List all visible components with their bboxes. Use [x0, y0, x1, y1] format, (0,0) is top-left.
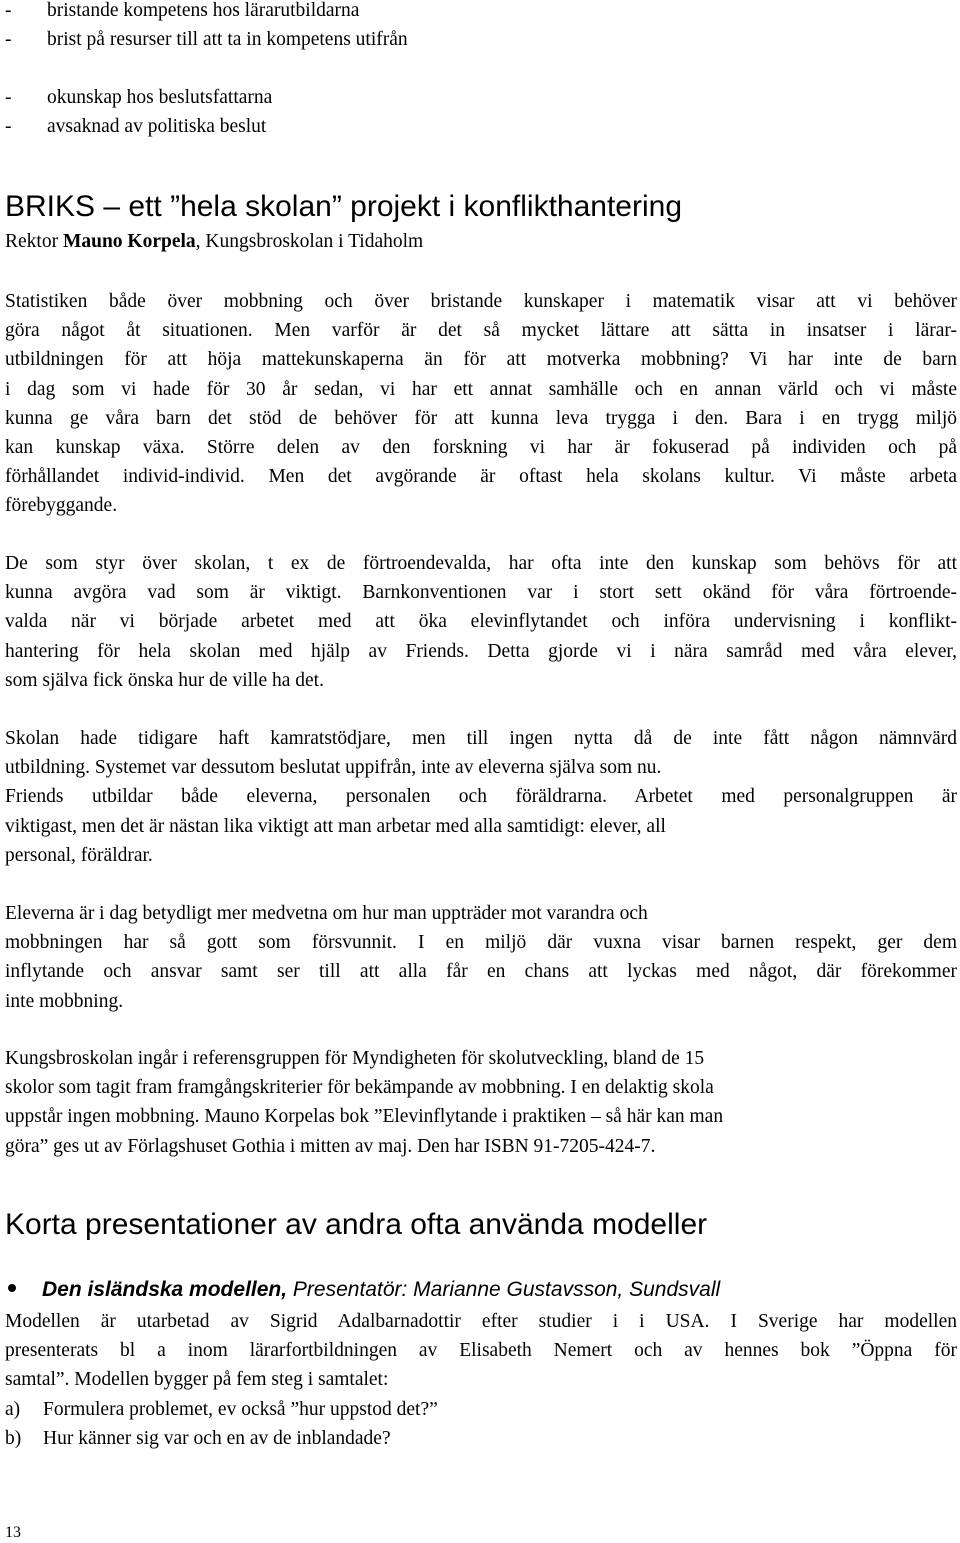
step-text: Formulera problemet, ev också ”hur uppstod det?”: [43, 1398, 438, 1420]
list-item-text: brist på resurser till att ta in kompetens utifrån: [47, 29, 408, 50]
text-line: Statistiken både över mobbning och över bristande kunskaper i matematik visar att vi behöver: [5, 291, 957, 312]
text-line: hantering för hela skolan med hjälp av Friends. Detta gjorde vi i nära samråd med våra elever,: [5, 640, 957, 662]
text-line: viktigast, men det är nästan lika viktigt att man arbetar med alla samtidigt: elever, all: [5, 815, 666, 837]
dash-marker: -: [5, 0, 12, 21]
text-line: mobbningen har så gott som försvunnit. I en miljö där vuxna visar barnen respekt, ger dem: [5, 932, 957, 954]
text-line: kan kunskap växa. Större delen av den forskning vi har är fokuserad på individen och på: [5, 437, 957, 459]
text-line: Kungsbroskolan ingår i referensgruppen för Myndigheten för skolutveckling, bland de 15: [5, 1048, 705, 1069]
text-line: förhållandet individ-individ. Men det avgörande är oftast hela skolans kultur. Vi måste arbeta: [5, 466, 957, 488]
text-line: samtal”. Modellen bygger på fem steg i samtalet:: [5, 1369, 389, 1391]
byline: [5, 231, 423, 253]
text-line: valda när vi började arbetet med att öka elevinflytandet och införa undervisning i konflikt-: [5, 611, 957, 633]
text-line: De som styr över skolan, t ex de förtroendevalda, har ofta inte den kunskap som behövs för att: [5, 553, 957, 574]
text-line: Modellen är utarbetad av Sigrid Adalbarnadottir efter studier i i USA. I Sverige har modellen: [5, 1311, 957, 1332]
text-line: Eleverna är i dag betydligt mer medvetna om hur man uppträder mot varandra och: [5, 903, 648, 924]
paragraph-5: [5, 1044, 957, 1161]
section-heading-briks: BRIKS – ett ”hela skolan” projekt i konflikthantering: [5, 190, 683, 223]
paragraph-3: [5, 724, 957, 870]
list-item: [5, 1395, 957, 1424]
dash-marker: -: [5, 29, 12, 50]
text-line: inflytande och ansvar samt ser till att alla får en chans att lyckas med något, där förekommer: [5, 961, 957, 983]
step-text: Hur känner sig var och en av de inblandade?: [43, 1427, 391, 1449]
model-name: Den isländska modellen,: [42, 1278, 288, 1301]
step-label: a): [5, 1398, 21, 1420]
list-item: [5, 29, 408, 51]
page-number: 13: [5, 1524, 21, 1541]
list-item-text: okunskap hos beslutsfattarna: [47, 87, 273, 108]
list-item: [5, 116, 266, 138]
dash-marker: -: [5, 116, 12, 137]
model-presenter: Presentatör: Marianne Gustavsson, Sundsvall: [287, 1278, 721, 1301]
dash-marker: -: [5, 87, 12, 108]
text-line: göra” ges ut av Förlagshuset Gothia i mitten av maj. Den har ISBN 91-7205-424-7.: [5, 1135, 656, 1157]
text-line: kunna ge våra barn det stöd de behöver för att kunna leva trygga i den. Bara i en trygg miljö: [5, 407, 957, 429]
paragraph-2: [5, 549, 957, 695]
text-line: kunna avgöra vad som är viktigt. Barnkonventionen var i stort sett okänd för våra förtroende-: [5, 582, 957, 604]
text-line: göra något åt situationen. Men varför är det så mycket lättare att sätta in insatser i lärar-: [5, 320, 957, 342]
text-line: uppstår ingen mobbning. Mauno Korpelas bok ”Elevinflytande i praktiken – så här kan man: [5, 1106, 724, 1128]
byline-prefix: Rektor: [5, 231, 63, 252]
text-line: skolor som tagit fram framgångskriterier för bekämpande av mobbning. I en delaktig skola: [5, 1077, 714, 1099]
text-line: i dag som vi hade för 30 år sedan, vi har ett annat samhälle och en annan värld och vi måste: [5, 378, 957, 400]
section-heading-models: Korta presentationer av andra ofta använda modeller: [5, 1208, 708, 1241]
text-line: Skolan hade tidigare haft kamratstödjare, men till ingen nytta då de inte fått någon nämnvärd: [5, 728, 957, 749]
text-line: förebyggande.: [5, 495, 118, 517]
paragraph-4: [5, 899, 957, 1016]
list-item-text: avsaknad av politiska beslut: [47, 116, 267, 137]
list-item: [5, 0, 359, 22]
text-line: personal, föräldrar.: [5, 844, 153, 866]
bullet-icon: [8, 1284, 16, 1292]
model-heading: [8, 1278, 720, 1302]
text-line: utbildning. Systemet var dessutom beslutat uppifrån, inte av eleverna själva som nu.: [5, 757, 662, 779]
list-item: [5, 1424, 957, 1453]
text-line: utbildningen för att höja mattekunskaperna än för att motverka mobbning? Vi har inte de barn: [5, 349, 957, 371]
model-description: [5, 1307, 957, 1453]
list-item-text: bristande kompetens hos lärarutbildarna: [47, 0, 360, 21]
text-line: Friends utbildar både eleverna, personalen och föräldrarna. Arbetet med personalgruppen är: [5, 786, 957, 808]
byline-suffix: , Kungsbroskolan i Tidaholm: [195, 231, 424, 252]
list-item: [5, 87, 272, 109]
paragraph-1: [5, 287, 957, 521]
byline-author: Mauno Korpela: [62, 231, 196, 252]
text-line: inte mobbning.: [5, 990, 124, 1012]
text-line: som själva fick önska hur de ville ha det.: [5, 669, 324, 691]
step-label: b): [5, 1427, 22, 1449]
text-line: presenterats bl a inom lärarfortbildningen av Elisabeth Nemert och av hennes bok ”Öppna för: [5, 1340, 957, 1362]
